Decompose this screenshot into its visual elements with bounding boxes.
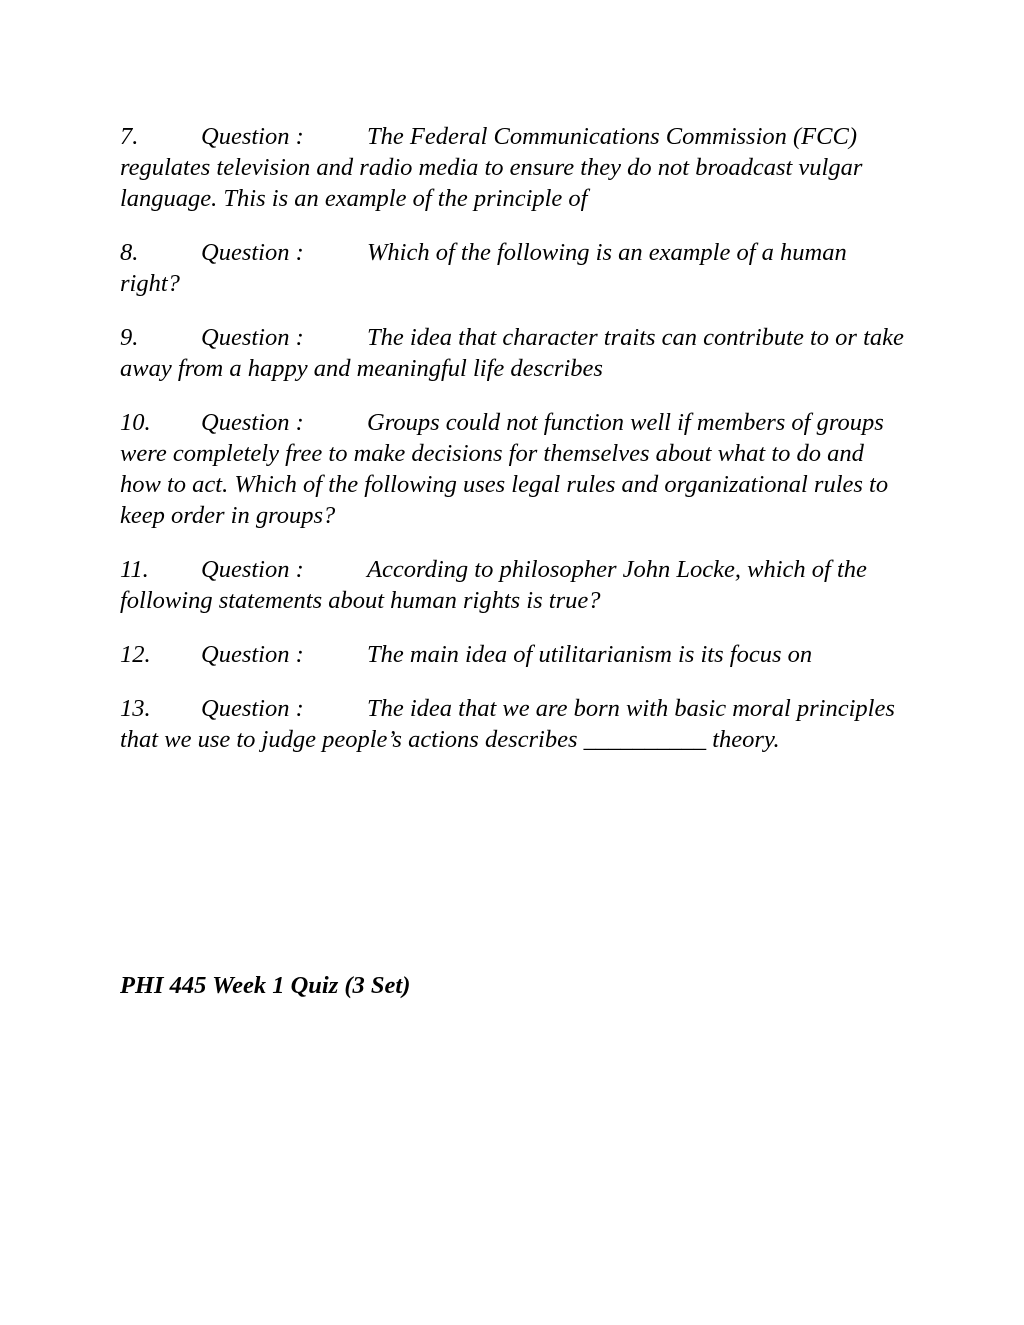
question-text: According to philosopher John Locke, which of the following statements about human rights is true?	[120, 556, 867, 614]
question-text: The main idea of utilitarianism is its focus on	[367, 641, 813, 668]
question-number: 12.	[120, 641, 151, 668]
question-item	[120, 237, 910, 299]
question-number: 10.	[120, 409, 151, 436]
section-title: PHI 445 Week 1 Quiz (3 Set)	[120, 972, 411, 999]
question-item	[120, 693, 910, 755]
question-text: Groups could not function well if members of groups were completely free to make decisions for themselves about what to do and how to act. Which of the following uses legal rules and organizational rules to keep order in groups?	[120, 409, 889, 529]
question-text: The Federal Communications Commission (FCC) regulates television and radio media to ensure they do not broadcast vulgar language. This is an example of the principle of	[120, 123, 863, 212]
question-label: Question :	[201, 695, 304, 722]
question-item	[120, 322, 910, 384]
question-item	[120, 554, 910, 616]
question-number: 8.	[120, 239, 139, 266]
question-label: Question :	[201, 556, 304, 583]
question-text: Which of the following is an example of a human right?	[120, 239, 847, 297]
question-label: Question :	[201, 641, 304, 668]
question-label: Question :	[201, 324, 304, 351]
question-number: 7.	[120, 123, 139, 150]
question-label: Question :	[201, 239, 304, 266]
question-label: Question :	[201, 409, 304, 436]
question-item	[120, 121, 910, 214]
question-item	[120, 639, 910, 670]
question-label: Question :	[201, 123, 304, 150]
question-item	[120, 407, 910, 531]
question-number: 13.	[120, 695, 151, 722]
question-number: 11.	[120, 556, 149, 583]
question-list	[120, 121, 910, 778]
question-number: 9.	[120, 324, 139, 351]
question-text: The idea that we are born with basic moral principles that we use to judge people’s actions describes __________ theory.	[120, 695, 895, 753]
question-text: The idea that character traits can contribute to or take away from a happy and meaningful life describes	[120, 324, 904, 382]
